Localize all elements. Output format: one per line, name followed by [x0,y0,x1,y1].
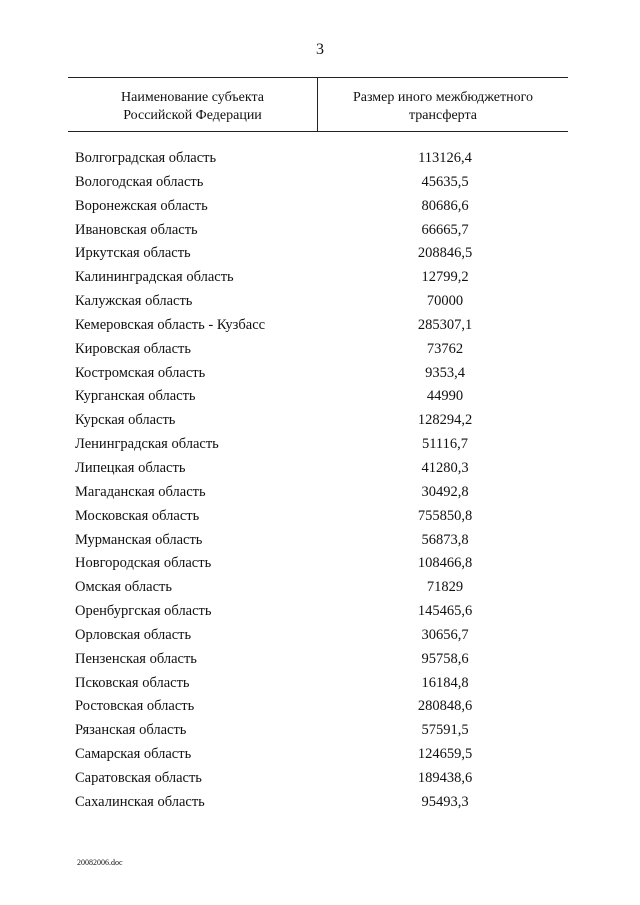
transfer-amount-cell: 113126,4 [418,150,472,166]
transfer-amount-cell: 56873,8 [421,531,469,548]
column-header-subject-name-line2: Российской Федерации [123,108,262,123]
table-row [0,362,640,386]
table-row [0,433,640,457]
column-header-subject-name [68,89,317,125]
subject-name-cell: Новгородская область [75,555,212,572]
subject-name-cell: Мурманская область [75,531,203,548]
table-row [0,409,640,433]
subject-name-cell: Псковская область [75,674,190,691]
table-row [0,195,640,219]
transfer-amount-cell: 95493,3 [421,793,469,810]
table-row [0,743,640,767]
transfer-amount-cell: 70000 [426,293,464,310]
column-header-transfer-amount-line1: Размер иного межбюджетного [352,90,534,105]
subject-name-cell: Магаданская область [75,483,206,500]
table-row [0,314,640,338]
transfer-amount-cell: 41280,3 [421,459,469,476]
subject-name-cell: Воронежская область [75,197,208,214]
table-row [0,672,640,696]
table-body [0,147,640,815]
transfer-amount-cell: 108466,8 [417,555,473,572]
transfer-amount-cell: 45635,5 [421,173,469,190]
transfer-amount-cell: 30656,7 [421,626,469,643]
transfer-amount-cell: 30492,8 [421,483,469,500]
subject-name-cell: Ростовская область [75,698,195,715]
subject-name-cell: Липецкая область [75,459,186,476]
subject-name-cell: Костромская область [75,364,206,381]
table-row [0,219,640,243]
table-row [0,457,640,481]
transfer-amount-cell: 71829 [426,579,464,596]
subject-name-cell: Орловская область [75,626,192,643]
transfer-amount-cell: 280848,6 [417,698,473,715]
table-row [0,552,640,576]
column-header-subject-name-line1: Наименование субъекта [121,90,264,105]
table-row [0,624,640,648]
subject-name-cell: Калужская область [75,293,193,310]
table-row [0,505,640,529]
transfer-amount-cell: 124659,5 [417,746,473,763]
transfer-amount-cell: 9353,4 [425,364,465,381]
table-header-bottom-rule [68,131,568,132]
subject-name-cell: Московская область [75,507,200,524]
transfer-amount-cell: 73762 [426,340,464,357]
table-row [0,529,640,553]
subject-name-cell: Пензенская область [75,650,197,667]
table-row [0,481,640,505]
subject-name-cell: Саратовская область [75,769,202,786]
transfer-amount-cell: 80686,6 [421,197,469,214]
transfer-amount-cell: 57591,5 [421,722,469,739]
subject-name-cell: Оренбургская область [75,603,212,620]
transfer-amount-cell: 16184,8 [421,674,469,691]
table-row [0,290,640,314]
page-number: 3 [316,41,324,58]
transfer-amount-cell: 51116,7 [421,436,469,453]
transfer-amount-cell: 285307,1 [417,316,473,333]
subject-name-cell: Рязанская область [75,722,187,739]
document-filename: 20082006.doc [77,858,123,867]
transfer-amount-cell: 208846,5 [417,245,473,262]
table-row [0,791,640,815]
subject-name-cell: Вологодская область [75,173,204,190]
subject-name-cell: Ленинградская область [75,436,219,453]
table-row [0,695,640,719]
subject-name-cell: Волгоградская область [75,150,217,166]
subject-name-cell: Кемеровская область - Кузбасс [75,316,266,333]
column-header-transfer-amount [318,89,568,125]
transfer-amount-cell: 128294,2 [417,412,473,429]
table-row [0,767,640,791]
transfer-amount-cell: 44990 [426,388,464,405]
subject-name-cell: Ивановская область [75,221,198,238]
subject-name-cell: Сахалинская область [75,793,205,810]
table-row [0,242,640,266]
transfer-amount-cell: 189438,6 [417,769,473,786]
table-row [0,147,640,171]
transfer-amount-cell: 755850,8 [417,507,473,524]
table-top-rule [68,77,568,78]
table-row [0,576,640,600]
subject-name-cell: Калининградская область [75,269,234,286]
subject-name-cell: Курская область [75,412,176,429]
column-header-transfer-amount-line2: трансферта [409,108,477,123]
table-row [0,266,640,290]
transfer-amount-cell: 95758,6 [421,650,469,667]
table-row [0,648,640,672]
table-row [0,171,640,195]
table-row [0,338,640,362]
subject-name-cell: Самарская область [75,746,192,763]
transfer-amount-cell: 12799,2 [421,269,469,286]
transfer-amount-cell: 66665,7 [421,221,469,238]
transfer-amount-cell: 145465,6 [417,603,473,620]
subject-name-cell: Иркутская область [75,245,191,262]
table-row [0,719,640,743]
subject-name-cell: Курганская область [75,388,196,405]
table-row [0,600,640,624]
table-row [0,385,640,409]
subject-name-cell: Омская область [75,579,172,596]
subject-name-cell: Кировская область [75,340,192,357]
